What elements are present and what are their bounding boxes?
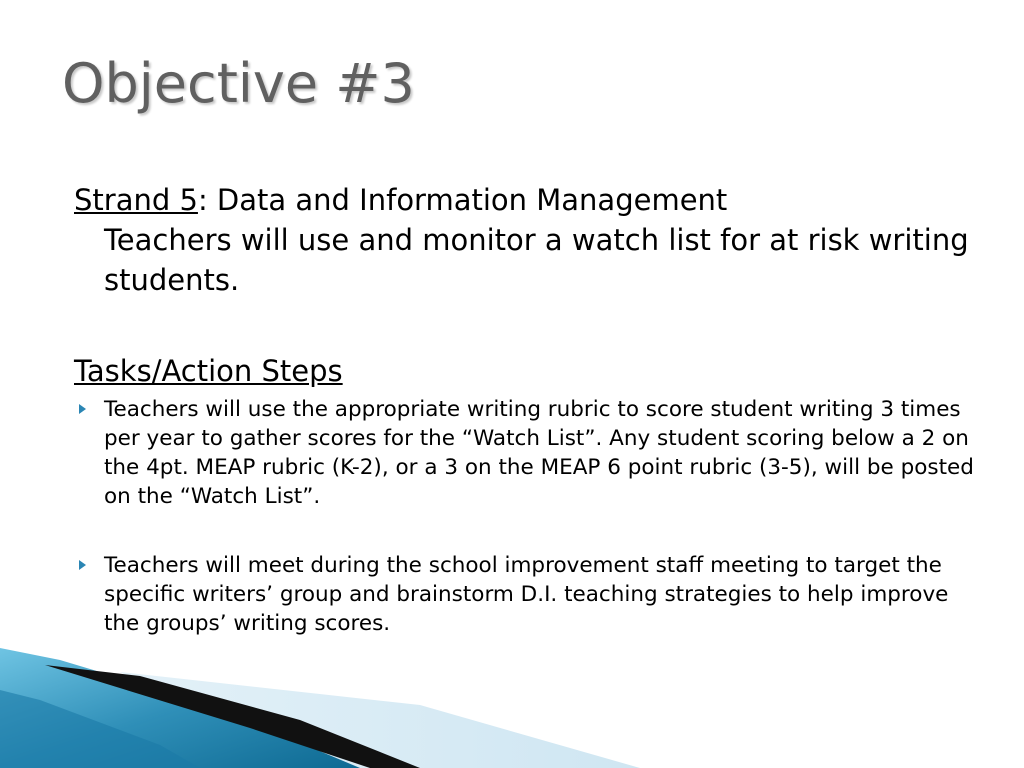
task-list xyxy=(74,395,974,638)
slide-body xyxy=(74,180,974,678)
slide-title: Objective #3 xyxy=(62,52,415,115)
light-band xyxy=(120,672,640,768)
teal-accent xyxy=(0,690,200,768)
black-stripe xyxy=(45,665,420,768)
strand-label: Strand 5 xyxy=(74,183,198,217)
tasks-heading: Tasks/Action Steps xyxy=(74,354,343,388)
task-item xyxy=(74,395,984,511)
triangle-right-icon xyxy=(79,560,86,570)
triangle-right-icon xyxy=(79,404,86,414)
task-text: Teachers will use the appropriate writing rubric to score student writing 3 times per year to gather scores for the “Watch List”. Any student scoring below a 2 on the 4pt. MEAP rubric (K-2), or a 3 on the MEAP 6 point rubric (3-5), will be posted on the “Watch List”. xyxy=(104,397,974,509)
strand-colon: : xyxy=(197,183,208,217)
task-item xyxy=(74,551,984,638)
strand-name: Data and Information Management xyxy=(207,183,728,217)
task-text: Teachers will meet during the school improvement staff meeting to target the specific writers’ group and brainstorm D.I. teaching strategies to help improve the groups’ writing scores. xyxy=(104,553,949,636)
strand-description: Teachers will use and monitor a watch list for at risk writing students. xyxy=(104,223,969,297)
strand-heading xyxy=(74,180,974,220)
